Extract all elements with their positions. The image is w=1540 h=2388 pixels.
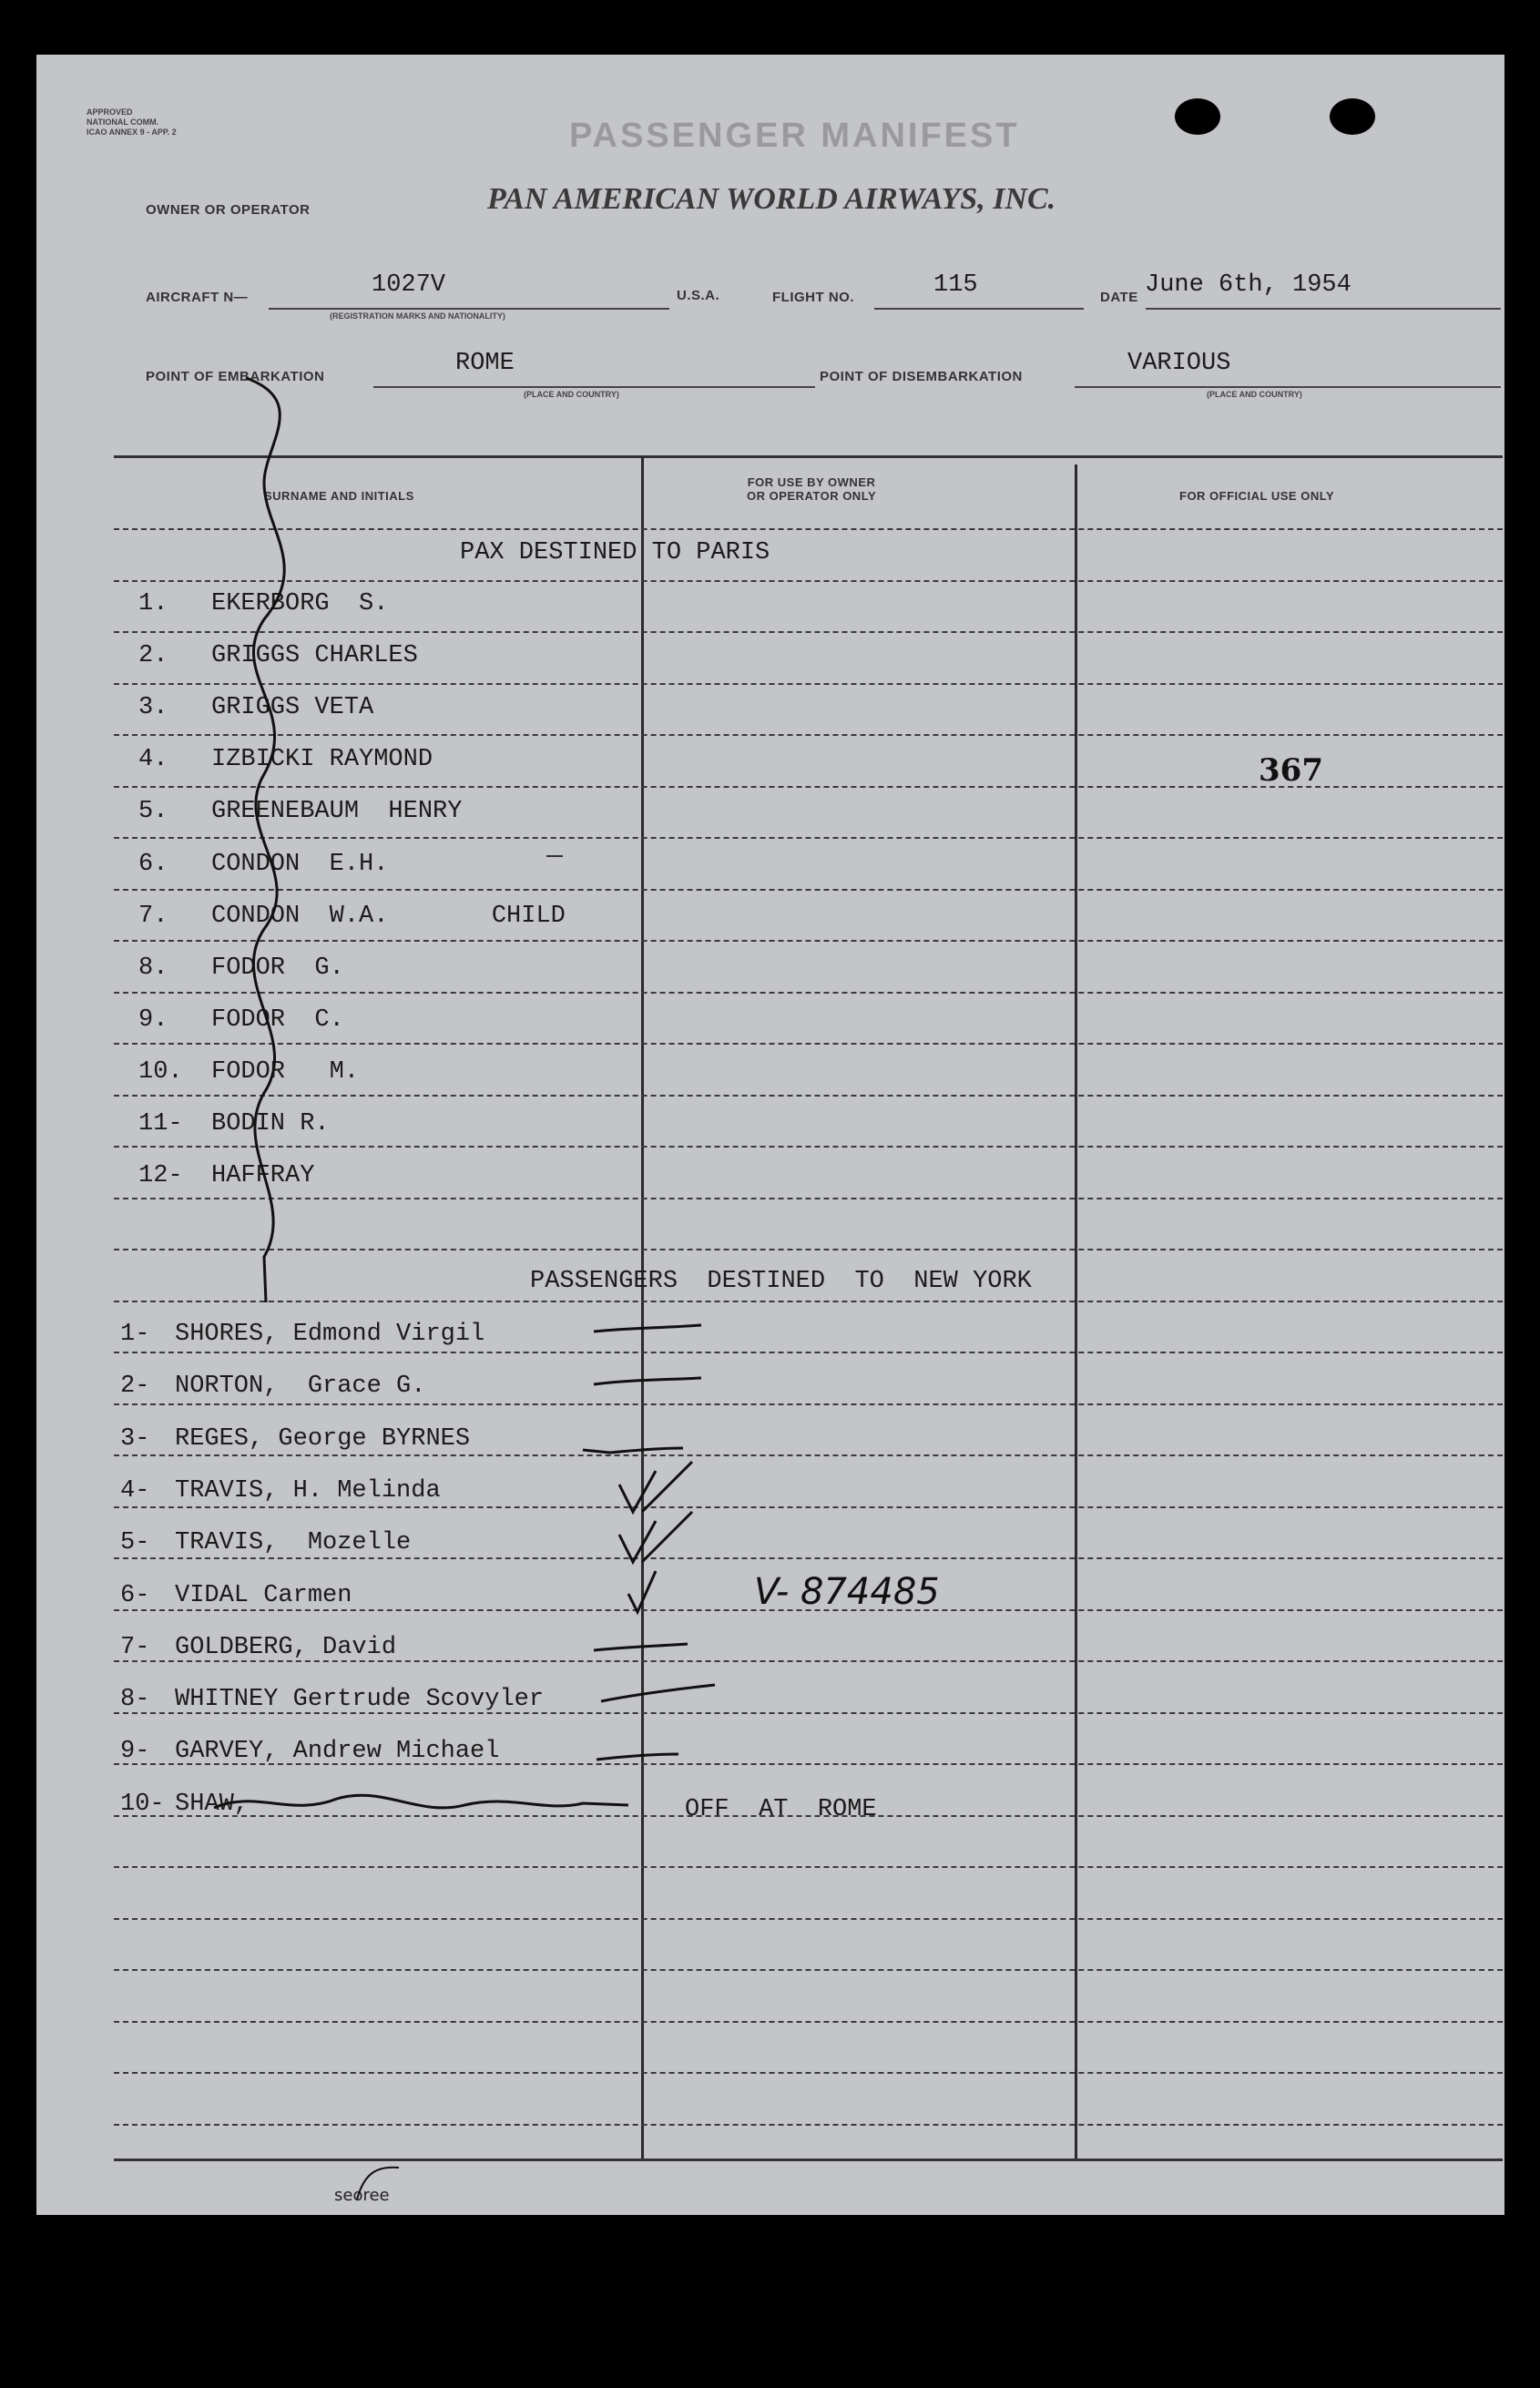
row-number: 12-	[138, 1162, 183, 1189]
check-mark-1	[619, 1462, 692, 1512]
disembark-note: (PLACE AND COUNTRY)	[1207, 390, 1302, 399]
owner-label: OWNER OR OPERATOR	[146, 202, 311, 218]
row-number: 9-	[120, 1738, 150, 1765]
passenger-name: GRIGGS VETA	[211, 694, 374, 721]
pen-marks	[36, 55, 1504, 2215]
row-number: 1-	[120, 1321, 150, 1348]
official-number: 367	[1259, 752, 1323, 789]
passenger-name: IZBICKI RAYMOND	[211, 746, 433, 773]
aircraft-label: AIRCRAFT N—	[146, 290, 249, 305]
operator-name: PAN AMERICAN WORLD AIRWAYS, INC.	[487, 182, 1056, 216]
passenger-name: FODOR G.	[211, 954, 344, 982]
row-number: 7-	[120, 1634, 150, 1661]
strike-line	[214, 1795, 628, 1808]
passenger-name: NORTON, Grace G.	[175, 1373, 426, 1400]
passenger-name: REGES, George BYRNES	[175, 1425, 471, 1453]
col-official-use: FOR OFFICIAL USE ONLY	[1179, 489, 1335, 503]
passenger-name: VIDAL Carmen	[175, 1582, 352, 1609]
form-title: PASSENGER MANIFEST	[569, 117, 1020, 155]
date-label: DATE	[1100, 290, 1138, 305]
passenger-name: TRAVIS, H. Melinda	[175, 1477, 441, 1505]
embark-value: ROME	[455, 350, 515, 377]
row-number: 3.	[138, 694, 168, 721]
tick-mark-4	[594, 1644, 688, 1650]
row-number: 4.	[138, 746, 168, 773]
newyork-heading: PASSENGERS DESTINED TO NEW YORK	[530, 1268, 1032, 1295]
flight-value: 115	[933, 271, 978, 299]
row-number: 5.	[138, 798, 168, 825]
embark-label: POINT OF EMBARKATION	[146, 369, 325, 384]
row-number: 5-	[120, 1529, 150, 1556]
footer-flourish	[357, 2168, 399, 2199]
bracket-squiggle	[246, 378, 284, 1302]
disembark-value: VARIOUS	[1127, 350, 1231, 377]
row-number: 8.	[138, 954, 168, 982]
tick-mark-3	[583, 1448, 683, 1453]
passenger-name: HAFFRAY	[211, 1162, 315, 1189]
row-number: 10.	[138, 1058, 183, 1086]
approval-stamp: APPROVED NATIONAL COMM. ICAO ANNEX 9 - APP. 2	[87, 107, 177, 137]
row-number: 7.	[138, 903, 168, 930]
passenger-name: BODIN R.	[211, 1110, 330, 1138]
row-number: 4-	[120, 1477, 150, 1505]
tick-mark-6	[597, 1754, 678, 1760]
passenger-name: FODOR C.	[211, 1006, 344, 1034]
visa-note: V- 874485	[754, 1571, 940, 1613]
passenger-name: SHAW,	[175, 1791, 250, 1818]
passenger-name: TRAVIS, Mozelle	[175, 1529, 412, 1556]
passenger-name: EKERBORG S.	[211, 590, 389, 617]
usa-label: U.S.A.	[677, 288, 720, 303]
passenger-name: GARVEY, Andrew Michael	[175, 1738, 500, 1765]
footer-mark: seoree	[334, 2186, 390, 2205]
row-number: 6-	[120, 1582, 150, 1609]
manifest-sheet	[36, 55, 1504, 2215]
passenger-name: CONDON W.A. CHILD	[211, 903, 566, 930]
passenger-name: GOLDBERG, David	[175, 1634, 397, 1661]
passenger-name: WHITNEY Gertrude Scovyler	[175, 1686, 545, 1713]
disembark-label: POINT OF DISEMBARKATION	[820, 369, 1023, 384]
col-owner-use: FOR USE BY OWNER OR OPERATOR ONLY	[747, 475, 877, 503]
row-number: 9.	[138, 1006, 168, 1034]
paris-heading: PAX DESTINED TO PARIS	[460, 539, 770, 566]
passenger-name: CONDON E.H.	[211, 851, 389, 878]
row-number: 1.	[138, 590, 168, 617]
row-number: 6.	[138, 851, 168, 878]
tick-mark-2	[594, 1378, 701, 1384]
tick-mark-5	[601, 1685, 715, 1701]
col-surname: SURNAME AND INITIALS	[264, 489, 414, 503]
row-number: 11-	[138, 1110, 183, 1138]
embark-note: (PLACE AND COUNTRY)	[524, 390, 619, 399]
row-number: 10-	[120, 1791, 165, 1818]
off-at-rome-note: OFF AT ROME	[685, 1796, 877, 1823]
date-value: June 6th, 1954	[1145, 271, 1351, 299]
passenger-name: FODOR M.	[211, 1058, 360, 1086]
flight-label: FLIGHT NO.	[772, 290, 854, 305]
check-mark-2	[619, 1512, 692, 1562]
aircraft-value: 1027V	[372, 271, 446, 299]
row-number: 8-	[120, 1686, 150, 1713]
passenger-name: GREENEBAUM HENRY	[211, 798, 463, 825]
passenger-name: GRIGGS CHARLES	[211, 642, 418, 669]
row-number: 3-	[120, 1425, 150, 1453]
passenger-name: SHORES, Edmond Virgil	[175, 1321, 485, 1348]
tick-mark-1	[594, 1325, 701, 1332]
row-number: 2-	[120, 1373, 150, 1400]
row-number: 2.	[138, 642, 168, 669]
check-mark-3	[628, 1571, 656, 1612]
aircraft-note: (REGISTRATION MARKS AND NATIONALITY)	[330, 311, 505, 321]
